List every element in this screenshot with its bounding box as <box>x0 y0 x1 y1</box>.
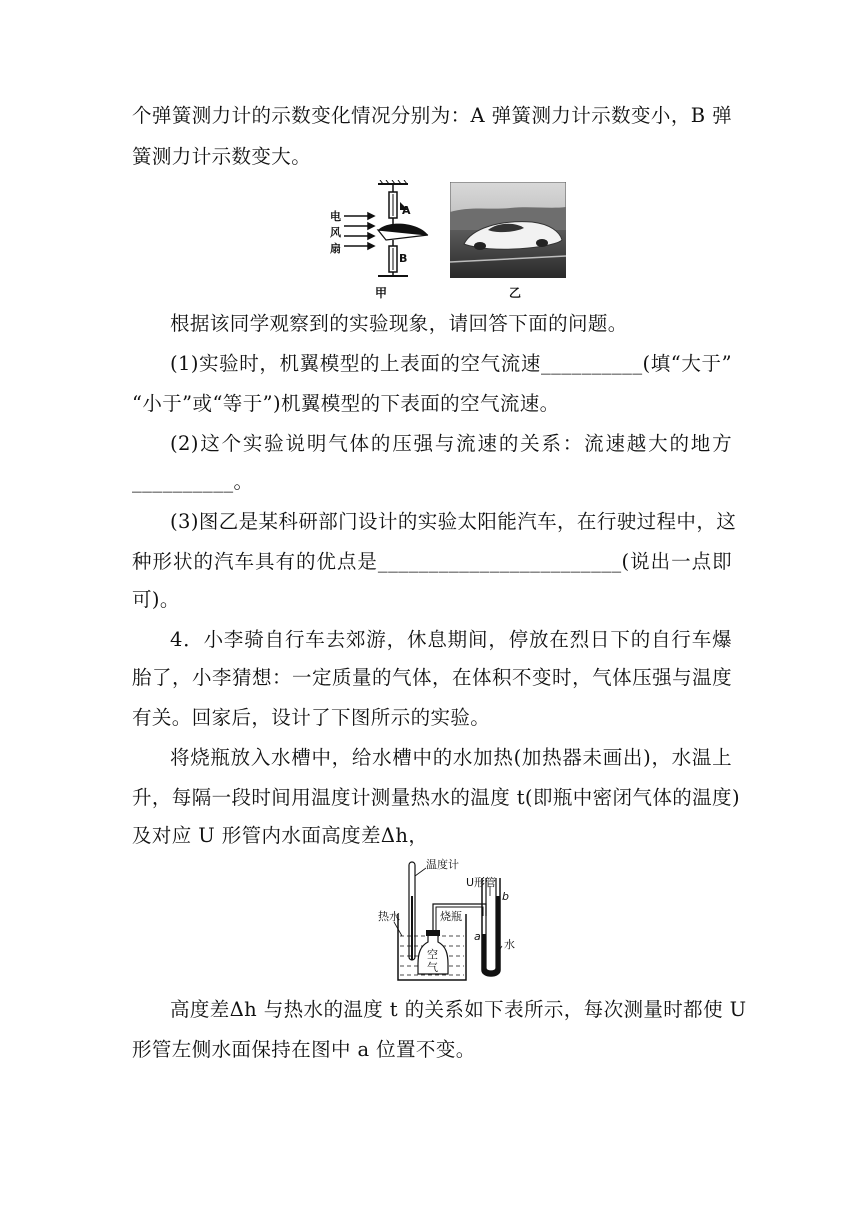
text-line: 可)。 <box>132 588 180 611</box>
text-line: __________。 <box>132 470 254 493</box>
apparatus-figure <box>378 856 528 984</box>
text-line: 将烧瓶放入水槽中，给水槽中的水加热(加热器未画出)，水温上 <box>170 746 732 769</box>
caption-yi: 乙 <box>509 286 522 300</box>
label-water: 水 <box>504 938 515 951</box>
question-1: (1)实验时，机翼模型的上表面的空气流速__________(填“大于” <box>170 352 732 375</box>
question-2: (2)这个实验说明气体的压强与流速的关系：流速越大的地方 <box>170 432 732 455</box>
label-shan: 扇 <box>330 242 341 255</box>
text-line: 簧测力计示数变大。 <box>132 145 312 168</box>
solar-car-photo <box>450 182 566 278</box>
label-dian: 电 <box>330 210 341 223</box>
problem-4: 4．小李骑自行车去郊游，休息期间，停放在烈日下的自行车爆 <box>170 628 732 651</box>
mark-b: b <box>502 890 509 903</box>
text-line: 高度差Δh 与热水的温度 t 的关系如下表所示，每次测量时都使 U <box>170 998 747 1021</box>
mark-a: a <box>474 930 481 943</box>
text-line: 及对应 U 形管内水面高度差Δh， <box>132 824 429 847</box>
label-hot-water: 热水 <box>378 910 400 923</box>
label-feng: 风 <box>330 226 341 239</box>
text-line: 形管左侧水面保持在图中 a 位置不变。 <box>132 1038 476 1061</box>
label-flask: 烧瓶 <box>440 910 462 923</box>
wing-experiment-figure <box>328 180 434 280</box>
label-air-1: 空 <box>427 948 438 961</box>
label-thermometer: 温度计 <box>426 858 459 871</box>
label-spring-a: A <box>402 204 411 217</box>
caption-jia: 甲 <box>375 286 388 300</box>
text-line: 根据该同学观察到的实验现象，请回答下面的问题。 <box>170 312 628 335</box>
label-air-2: 气 <box>427 961 438 974</box>
label-spring-b: B <box>399 252 408 265</box>
text-line: “小于”或“等于”)机翼模型的下表面的空气流速。 <box>132 392 560 415</box>
text-line: 有关。回家后，设计了下图所示的实验。 <box>132 706 491 729</box>
label-u-tube: U形管 <box>466 876 497 889</box>
text-line: 种形状的汽车具有的优点是________________________(说出一点即 <box>132 550 732 573</box>
text-line: 个弹簧测力计的示数变化情况分别为：A 弹簧测力计示数变小，B 弹 <box>132 104 732 127</box>
text-line: 胎了，小李猜想：一定质量的气体，在体积不变时，气体压强与温度 <box>132 666 732 689</box>
text-line: 升，每隔一段时间用温度计测量热水的温度 t(即瓶中密闭气体的温度) <box>132 786 740 809</box>
question-3: (3)图乙是某科研部门设计的实验太阳能汽车，在行驶过程中，这 <box>170 510 737 533</box>
